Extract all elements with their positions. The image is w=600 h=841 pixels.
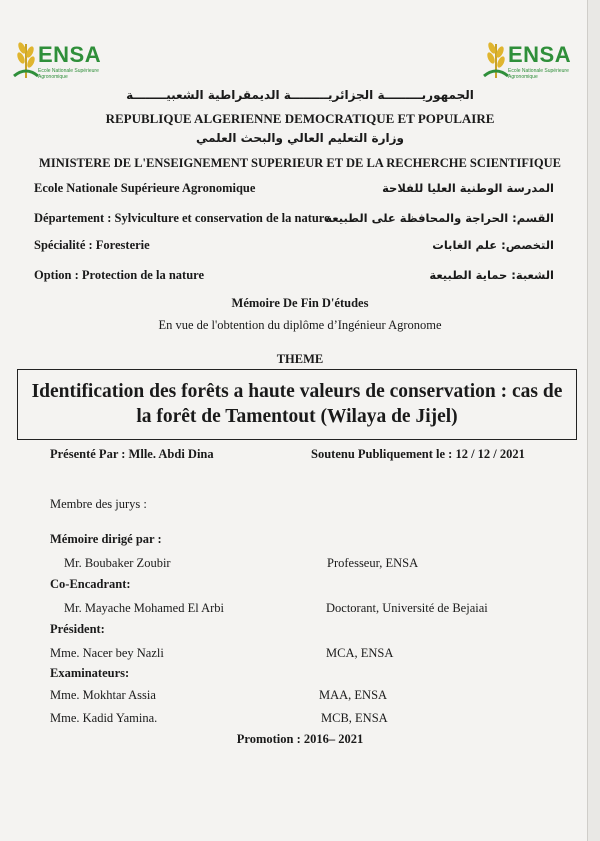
republic-arabic: الجمهوريـــــــــة الجزائريـــــــــة الديمقراطية الشعبيــــــــة (126, 88, 474, 102)
specialty-french: Spécialité : Foresterie (34, 238, 150, 252)
logo-subtext: Ecole Nationale Supérieure Agronomique (508, 68, 569, 80)
director-label: Mémoire dirigé par : (50, 532, 162, 546)
examiners-label: Examinateurs: (50, 666, 130, 680)
ensa-logo-right (482, 34, 572, 86)
president-label: Président: (50, 622, 105, 636)
department-arabic: القسم: الحراجة والمحافظة على الطبيعة (325, 211, 554, 225)
examiner-1-name: Mme. Mokhtar Assia (50, 688, 156, 702)
school-arabic: المدرسة الوطنية العليا للفلاحة (382, 181, 554, 195)
coadvisor-title: Doctorant, Université de Bejaiai (326, 601, 488, 615)
option-arabic: الشعبة: حماية الطبيعة (429, 268, 554, 282)
logo-subtext: Ecole Nationale Supérieure Agronomique (38, 68, 99, 80)
jury-label: Membre des jurys : (50, 497, 147, 511)
defense-date: Soutenu Publiquement le : 12 / 12 / 2021 (311, 447, 525, 461)
wheat-icon (12, 36, 40, 80)
examiner-1-title: MAA, ENSA (319, 688, 388, 702)
option-row (34, 268, 554, 286)
president-title: MCA, ENSA (326, 646, 394, 660)
ministry-arabic: وزارة التعليم العالي والبحث العلمي (195, 131, 405, 145)
ministry-french: MINISTERE DE L'ENSEIGNEMENT SUPERIEUR ET DE LA RECHERCHE SCIENTIFIQUE (39, 156, 561, 170)
school-french: Ecole Nationale Supérieure Agronomique (34, 181, 256, 195)
theme-box (17, 369, 577, 440)
coadvisor-label: Co-Encadrant: (50, 577, 131, 591)
republic-french: REPUBLIQUE ALGERIENNE DEMOCRATIQUE ET POPULAIRE (105, 111, 495, 126)
theme-line-1: Identification des forêts a haute valeurs de conservation : cas de (31, 381, 563, 402)
logo-text: ENSA (508, 42, 572, 67)
presented-by: Présenté Par : Mlle. Abdi Dina (50, 447, 214, 461)
department-row (34, 211, 554, 229)
ensa-logo-left (12, 34, 102, 86)
logo-text: ENSA (38, 42, 102, 67)
promotion: Promotion : 2016– 2021 (236, 732, 364, 746)
school-row (34, 181, 554, 199)
theme-line-2: la forêt de Tamentout (Wilaya de Jijel) (136, 406, 458, 427)
specialty-arabic: التخصص: علم الغابات (432, 238, 554, 252)
theme-label: THEME (276, 352, 324, 366)
option-french: Option : Protection de la nature (34, 268, 205, 282)
examiner-2-title: MCB, ENSA (321, 711, 388, 725)
president-name: Mme. Nacer bey Nazli (50, 646, 164, 660)
memoire-subtitle: En vue de l'obtention du diplôme d’Ingénieur Agronome (158, 318, 442, 332)
memoire-title: Mémoire De Fin D'études (231, 296, 369, 310)
wheat-icon (482, 36, 510, 80)
director-name: Mr. Boubaker Zoubir (64, 556, 171, 570)
director-title: Professeur, ENSA (327, 556, 419, 570)
specialty-row (34, 238, 554, 256)
department-french: Département : Sylviculture et conservation de la nature (34, 211, 330, 225)
theme-title (18, 379, 576, 429)
coadvisor-name: Mr. Mayache Mohamed El Arbi (64, 601, 225, 615)
examiner-2-name: Mme. Kadid Yamina. (50, 711, 158, 725)
